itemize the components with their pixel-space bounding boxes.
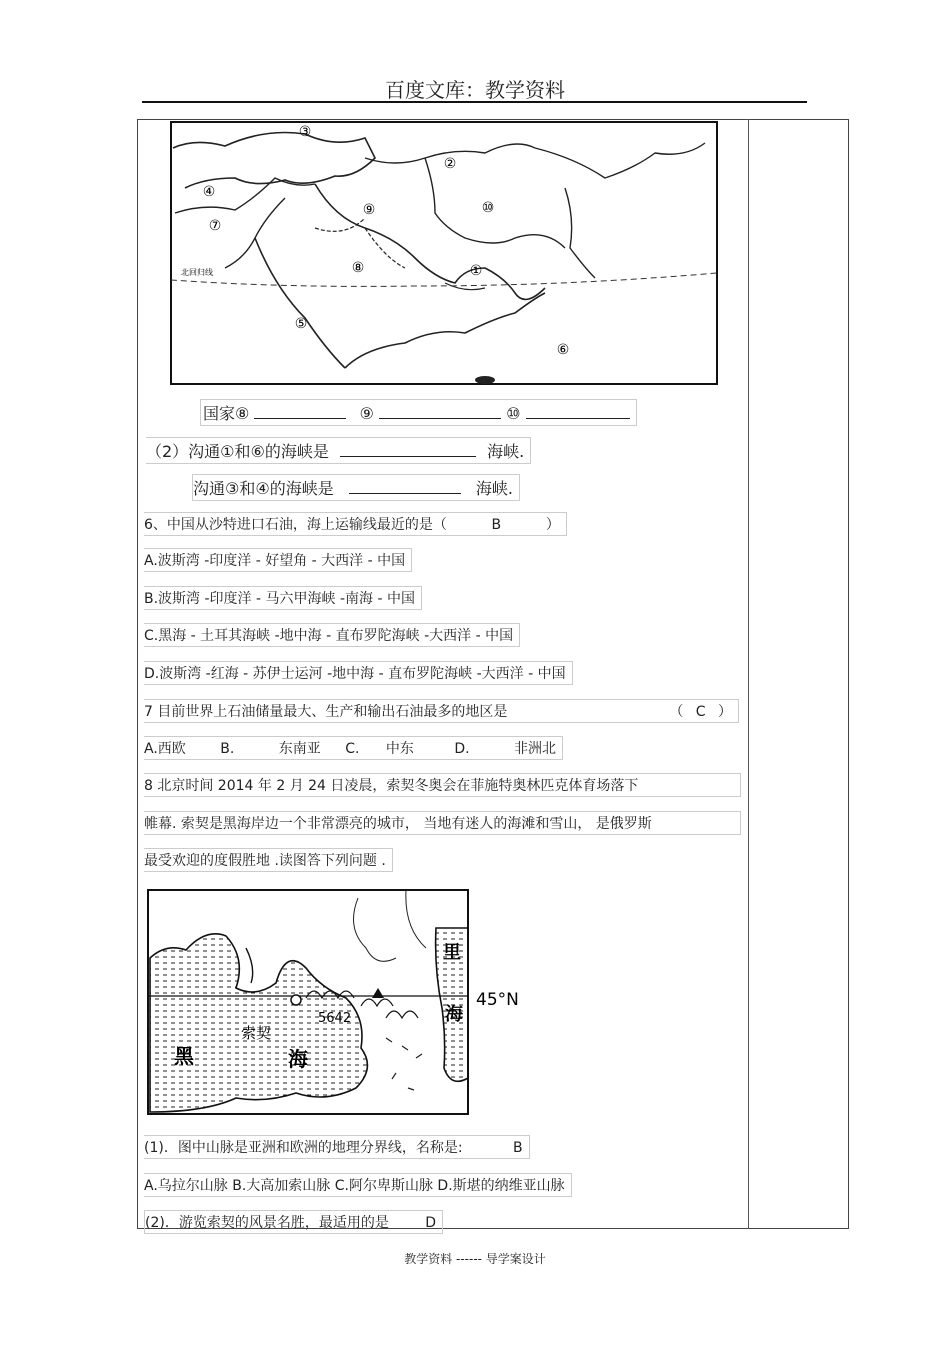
q8-2-text: (2)．游览索契的风景名胜，最适用的是 (145, 1215, 389, 1231)
latitude-label: 45°N (476, 990, 519, 1010)
strait-2-blank[interactable] (349, 479, 461, 494)
sochi-map (146, 888, 526, 1120)
country-8-label: 国家⑧ (203, 404, 250, 423)
header-rule (142, 101, 807, 103)
strait-question-1 (146, 437, 531, 464)
middle-east-map (165, 118, 725, 388)
q8-1-text: (1)．图中山脉是亚洲和欧洲的地理分界线，名称是: (144, 1140, 463, 1156)
q7-options (144, 736, 563, 760)
map1-label-4: ④ (202, 184, 216, 200)
question-6 (144, 512, 567, 536)
strait-1-blank[interactable] (340, 442, 476, 457)
map1-label-6: ⑥ (556, 342, 570, 358)
page-footer: 教学资料 ------ 导学案设计 (404, 1252, 546, 1266)
map1-label-9: ⑨ (362, 202, 376, 218)
map1-label-7: ⑦ (208, 218, 222, 234)
q6-option-a: A.波斯湾 -印度洋 - 好望角 - 大西洋 - 中国 (144, 548, 412, 572)
map1-label-1: ① (469, 263, 483, 279)
map1-label-8: ⑧ (351, 260, 365, 276)
black-sea-label-2: 海 (288, 1047, 308, 1071)
page-header: 百度文库：教学资料 (385, 78, 565, 102)
q8-line-2: 帷幕. 索契是黑海岸边一个非常漂亮的城市， 当地有迷人的海滩和雪山， 是俄罗斯 (144, 811, 741, 835)
strait-question-2 (192, 474, 520, 501)
map1-label-5: ⑤ (294, 316, 308, 332)
q8-line-1: 8 北京时间 2014 年 2 月 24 日凌晨，索契冬奥会在菲施特奥林匹克体育场落下 (144, 773, 741, 797)
caspian-label-1: 里 (443, 942, 461, 963)
q8-2-answer: D (425, 1215, 437, 1231)
q7-option-b: B. (220, 741, 235, 757)
q6-answer: B (491, 517, 502, 533)
map1-label-3: ③ (298, 124, 312, 140)
map1-tropic-label: 北回归线 (181, 268, 213, 277)
q8-sub-1 (144, 1135, 530, 1159)
q8-1-options: A.乌拉尔山脉 B.大高加索山脉 C.阿尔卑斯山脉 D.斯堪的纳维亚山脉 (144, 1173, 572, 1197)
q6-text: 6、中国从沙特进口石油，海上运输线最近的是（ (144, 517, 447, 533)
q7-option-d-text: 非洲北 (514, 741, 557, 757)
q7-close: ） (718, 704, 732, 720)
q7-option-c: C. (345, 741, 360, 757)
q6-option-d: D.波斯湾 -红海 - 苏伊士运河 -地中海 - 直布罗陀海峡 -大西洋 - 中国 (144, 661, 573, 685)
countries-row (200, 399, 637, 426)
strait-2-text: 沟通③和④的海峡是 (193, 479, 334, 498)
q6-option-b: B.波斯湾 -印度洋 - 马六甲海峡 -南海 - 中国 (144, 586, 422, 610)
map1-label-2: ② (443, 156, 457, 172)
q7-option-a: A.西欧 (144, 741, 186, 757)
peak-height-label: 5642 (318, 1011, 352, 1026)
country-10-blank[interactable] (526, 404, 630, 419)
q7-option-d: D. (454, 741, 470, 757)
question-7 (144, 699, 739, 723)
q7-text: 7 目前世界上石油储量最大、生产和输出石油最多的地区是 (144, 704, 508, 720)
q6-option-c: C.黑海 - 土耳其海峡 -地中海 - 直布罗陀海峡 -大西洋 - 中国 (144, 623, 520, 647)
right-column-divider (748, 119, 749, 1229)
strait-2-suffix: 海峡. (475, 479, 513, 498)
sochi-label: 索契 (241, 1024, 272, 1042)
caspian-label-2: 海 (445, 1004, 463, 1025)
country-8-blank[interactable] (254, 404, 346, 419)
strait-1-text: （2）沟通①和⑥的海峡是 (146, 442, 329, 461)
black-sea-label-1: 黑 (174, 1044, 194, 1068)
q7-open: （ (669, 704, 684, 720)
q8-1-answer: B (513, 1140, 523, 1156)
q7-option-b-text: 东南亚 (278, 741, 321, 757)
q8-line-3: 最受欢迎的度假胜地 .读图答下列问题 . (144, 848, 393, 872)
q7-answer: C (695, 704, 706, 720)
strait-1-suffix: 海峡. (487, 442, 525, 461)
country-9-label: ⑨ (359, 404, 374, 423)
country-9-blank[interactable] (379, 404, 501, 419)
q6-close: ） (545, 517, 560, 533)
q7-option-c-text: 中东 (385, 741, 414, 757)
country-10-label: ⑩ (506, 404, 521, 423)
q8-sub-2 (144, 1210, 443, 1234)
map1-label-10: ⑩ (481, 200, 495, 216)
